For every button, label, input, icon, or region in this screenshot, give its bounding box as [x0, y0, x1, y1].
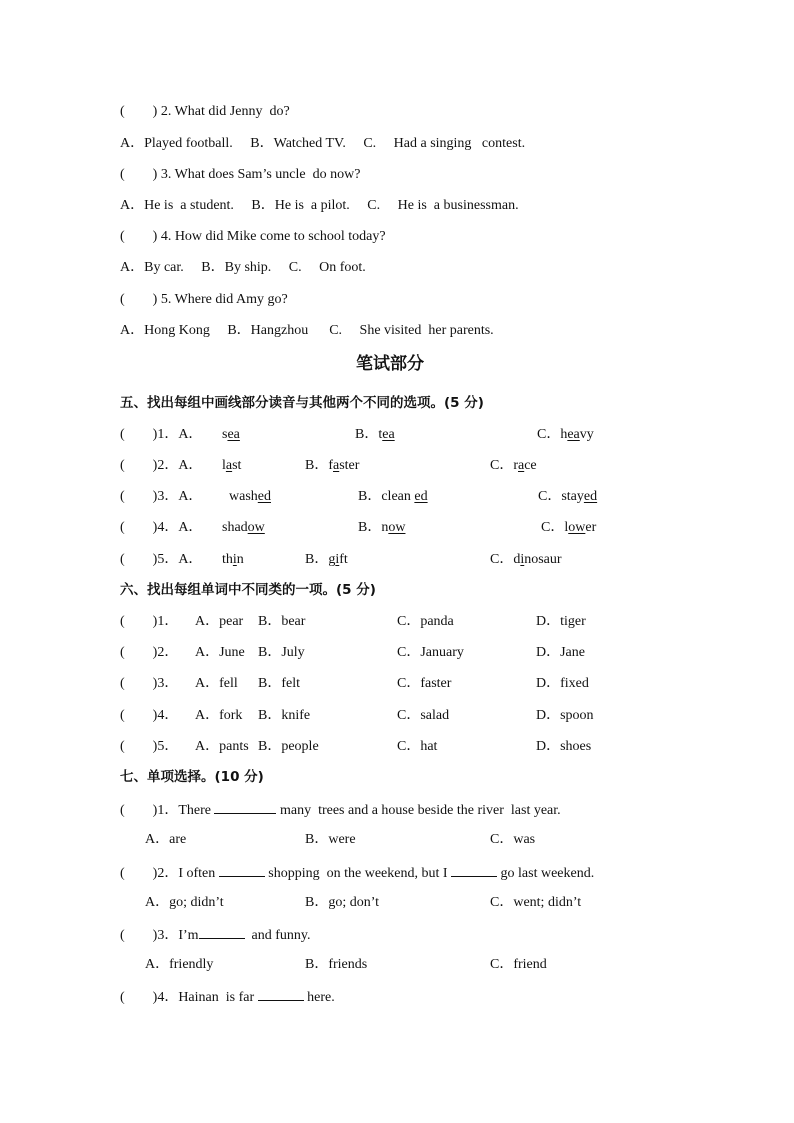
option-b: B．go; don’t: [305, 895, 380, 910]
question-2: ( ) 2. What did Jenny do?: [120, 104, 290, 119]
option-d: D．shoes: [536, 739, 592, 754]
option-c: C．lower: [541, 520, 597, 535]
row-number: ( )4．A．: [120, 520, 203, 535]
option-a: A．fork: [195, 708, 243, 723]
row-number: ( )3．A．: [120, 489, 203, 504]
option-c: C．race: [490, 458, 537, 473]
option-a: A．fell: [195, 676, 238, 691]
option-a: sea: [222, 427, 240, 442]
choice-question-4: ( )4．Hainan is far here.: [120, 987, 335, 1007]
option-c: C．faster: [397, 676, 452, 691]
question-3: ( ) 3. What does Sam’s uncle do now?: [120, 167, 361, 182]
row-number: ( )3．: [120, 676, 179, 691]
question-5-options: A．Hong Kong B．Hangzhou C. She visited her parents.: [120, 323, 494, 338]
option-c: C．dinosaur: [490, 552, 562, 567]
option-b: B．clean ed: [358, 489, 428, 504]
option-c: C．friend: [490, 957, 547, 972]
option-c: C．salad: [397, 708, 450, 723]
option-c: C．went; didn’t: [490, 895, 582, 910]
choice-question-2: ( )2．I often shopping on the weekend, but I go last weekend.: [120, 863, 594, 883]
option-b: B．people: [258, 739, 319, 754]
option-c: C．hat: [397, 739, 438, 754]
option-b: B．faster: [305, 458, 360, 473]
option-a: washed: [222, 489, 271, 504]
answer-blank[interactable]: [219, 863, 265, 877]
written-section-title: 笔试部分: [356, 354, 424, 374]
option-c: C．heavy: [537, 427, 594, 442]
option-b: B．felt: [258, 676, 300, 691]
option-a: last: [222, 458, 242, 473]
row-number: ( )2．A．: [120, 458, 203, 473]
option-c: C．panda: [397, 614, 454, 629]
row-number: ( )2．: [120, 645, 179, 660]
answer-blank[interactable]: [451, 863, 497, 877]
option-b: B．July: [258, 645, 305, 660]
choice-question-1: ( )1．There many trees and a house beside the river last year.: [120, 800, 561, 820]
answer-blank[interactable]: [258, 987, 304, 1001]
option-a: A．are: [145, 832, 187, 847]
option-c: C．was: [490, 832, 536, 847]
section-6-heading: 六、找出每组单词中不同类的一项。(5 分): [120, 582, 376, 598]
option-a: A．friendly: [145, 957, 214, 972]
row-number: ( )5．A．: [120, 552, 203, 567]
row-number: ( )1．: [120, 614, 179, 629]
option-a: A．go; didn’t: [145, 895, 224, 910]
answer-blank[interactable]: [199, 925, 245, 939]
option-a: A．pants: [195, 739, 249, 754]
option-b: B．bear: [258, 614, 306, 629]
row-number: ( )4．: [120, 708, 179, 723]
option-c: C．January: [397, 645, 464, 660]
question-4-options: A．By car. B．By ship. C. On foot.: [120, 260, 366, 275]
option-a: A．June: [195, 645, 245, 660]
option-d: D．spoon: [536, 708, 594, 723]
choice-question-3: ( )3．I’m and funny.: [120, 925, 311, 945]
option-b: B．gift: [305, 552, 348, 567]
option-d: D．fixed: [536, 676, 589, 691]
option-d: D．Jane: [536, 645, 585, 660]
option-a: shadow: [222, 520, 265, 535]
option-b: B．friends: [305, 957, 368, 972]
question-3-options: A．He is a student. B．He is a pilot. C. He is a businessman.: [120, 198, 519, 213]
option-a: A．pear: [195, 614, 244, 629]
question-2-options: A．Played football. B．Watched TV. C. Had a singing contest.: [120, 136, 526, 151]
option-a: thin: [222, 552, 244, 567]
option-b: B．were: [305, 832, 356, 847]
option-b: B．knife: [258, 708, 311, 723]
section-5-heading: 五、找出每组中画线部分读音与其他两个不同的选项。(5 分): [120, 395, 484, 411]
row-number: ( )5．: [120, 739, 179, 754]
option-b: B．tea: [355, 427, 395, 442]
answer-blank[interactable]: [214, 800, 276, 814]
question-4: ( ) 4. How did Mike come to school today?: [120, 229, 386, 244]
row-number: ( )1．A．: [120, 427, 203, 442]
option-b: B．now: [358, 520, 406, 535]
option-c: C．stayed: [538, 489, 598, 504]
question-5: ( ) 5. Where did Amy go?: [120, 292, 288, 307]
option-d: D．tiger: [536, 614, 586, 629]
section-7-heading: 七、单项选择。(10 分): [120, 769, 264, 785]
